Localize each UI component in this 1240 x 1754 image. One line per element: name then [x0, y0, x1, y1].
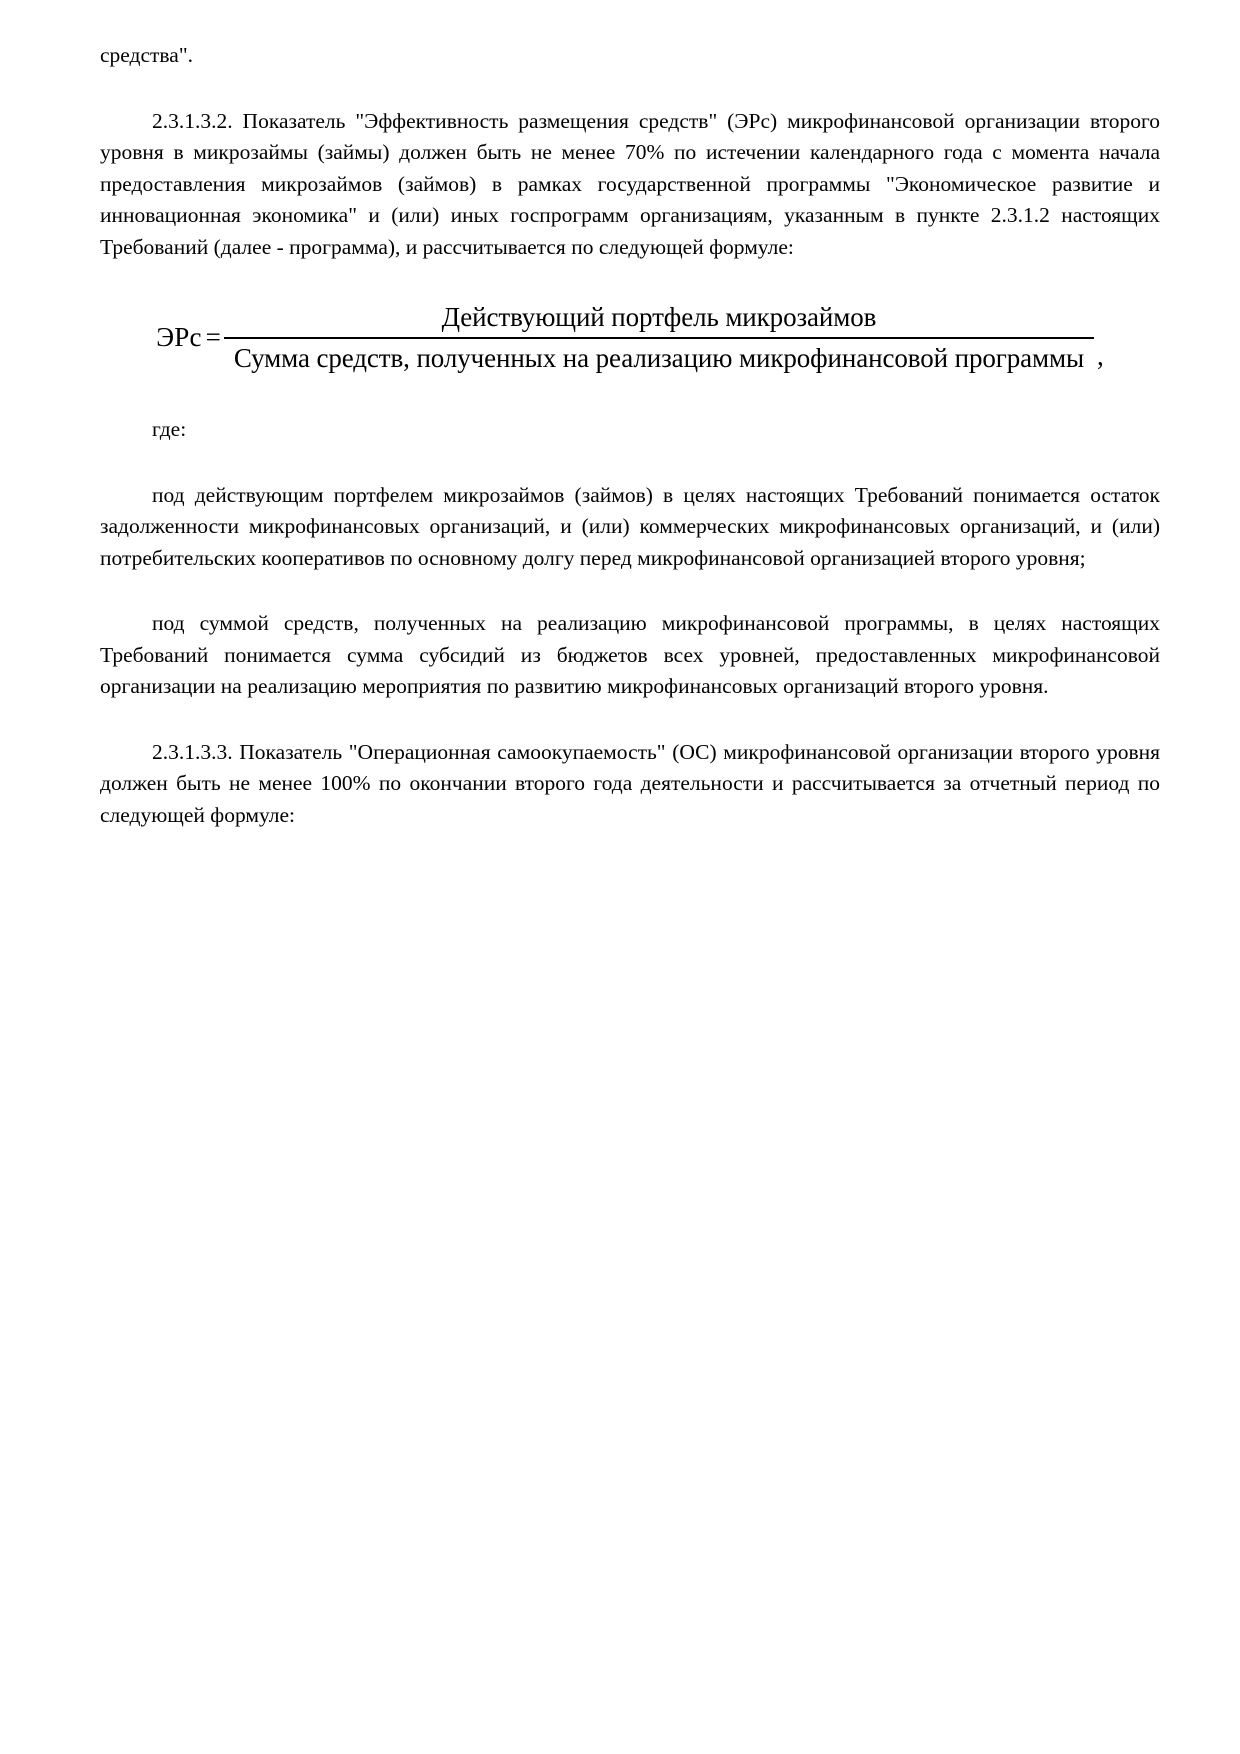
document-content: [100, 0, 1160, 831]
paragraph-spacer-4: [100, 446, 1160, 480]
top-margin-spacer: [100, 0, 1160, 40]
continuation-line: средства".: [100, 43, 193, 67]
definition-portfolio-paragraph: под действующим портфелем микрозаймов (займов) в целях настоящих Требований понимается остаток задолженности микрофинансовых организаций, и (или) коммерческих микрофинансовых организаций, и (или) потребительских кооперативов по основному долгу перед микрофинансовой организацией второго уровня;: [100, 482, 1160, 570]
paragraph-spacer-2: [100, 263, 1160, 294]
formula-equals-sign: =: [205, 322, 221, 353]
formula-numerator: Действующий портфель микрозаймов: [441, 302, 877, 332]
paragraph-spacer-3: [100, 380, 1160, 414]
formula-fraction: [224, 302, 1094, 374]
paragraph-spacer-6: [100, 703, 1160, 737]
formula-left-side: ЭРс: [156, 322, 202, 353]
clause-2-3-1-3-3-paragraph: 2.3.1.3.3. Показатель "Операционная самоокупаемость" (ОС) микрофинансовой организации второго уровня должен быть не менее 100% по окончании второго года деятельности и рассчитывается за отчетный период по следующей формуле:: [100, 739, 1160, 827]
formula-denominator: Сумма средств, полученных на реализацию микрофинансовой программы: [233, 342, 1085, 373]
paragraph-spacer-1: [100, 72, 1160, 106]
definition-funds-paragraph: под суммой средств, полученных на реализацию микрофинансовой программы, в целях настоящих Требований понимается сумма субсидий из бюджетов всех уровней, предоставленных микрофинансовой организации на реализацию мероприятия по развитию микрофинансовых организаций второго уровня.: [100, 611, 1160, 698]
formula-trailing-comma: ,: [1097, 340, 1104, 371]
paragraph-spacer-5: [100, 574, 1160, 608]
formula-ers: [100, 294, 1160, 380]
where-label: где:: [152, 417, 187, 441]
clause-2-3-1-3-2-paragraph: 2.3.1.3.2. Показатель "Эффективность размещения средств" (ЭРс) микрофинансовой организации второго уровня в микрозаймы (займы) должен быть не менее 70% по истечении календарного года с момента начала предоставления микрозаймов (займов) в рамках государственной программы "Экономическое развитие и инновационная экономика" и (или) иных госпрограмм организациям, указанным в пункте 2.3.1.2 настоящих Требований (далее - программа), и рассчитывается по следующей формуле:: [100, 108, 1160, 259]
